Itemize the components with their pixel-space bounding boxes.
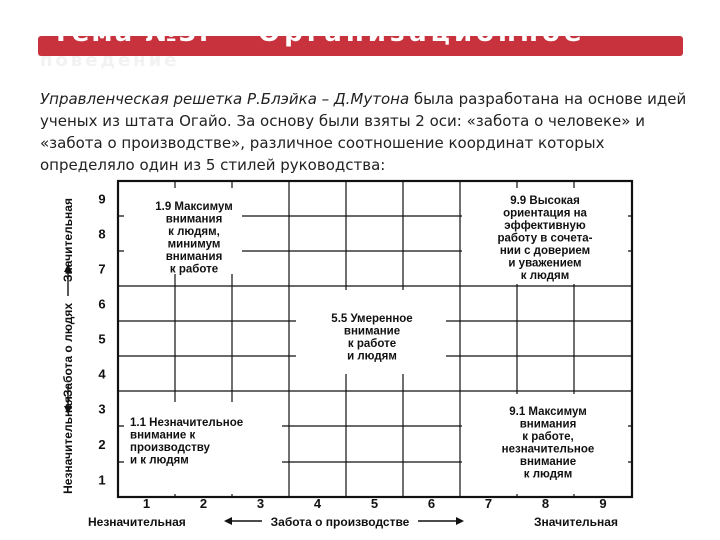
- style-1-9-text-line: 1.9 Максимум: [155, 201, 233, 213]
- y-tick-label: 2: [98, 437, 106, 452]
- x-axis-high-label: Значительная: [534, 515, 618, 529]
- x-tick-label: 4: [313, 496, 322, 511]
- style-5-5-text-line: и людям: [347, 350, 397, 363]
- x-tick-label: 8: [541, 496, 550, 511]
- y-tick-label: 5: [98, 331, 106, 347]
- x-tick-label: 5: [370, 496, 379, 511]
- style-9-1-text-line: незначительное: [501, 443, 595, 456]
- x-axis-right-arrowhead: [456, 517, 464, 525]
- x-tick-label: 7: [484, 496, 493, 511]
- y-axis-name: Забота о людях: [61, 302, 75, 398]
- y-tick-label: 7: [98, 261, 106, 277]
- style-9-1-text-line: к работе,: [522, 431, 574, 443]
- style-9-1-text-line: внимания: [519, 418, 577, 431]
- y-tick-label: 6: [98, 296, 106, 312]
- style-1-9-text-line: внимания: [165, 251, 223, 263]
- style-1-9-text-line: внимания: [165, 213, 223, 226]
- x-tick-label: 2: [199, 496, 208, 511]
- intro-text: была разработана на основе идей ученых из штата Огайо. За основу были взяты 2 оси: «забота о человеке» и «забота о производстве», различное соотношение координат которых определяло один из 5 стилей руководства:: [40, 90, 687, 174]
- style-1-1-text-line: внимание к: [130, 429, 196, 442]
- style-9-9-text-line: работу в сочета-: [497, 232, 593, 245]
- style-9-9-text-line: 9.9 Высокая: [510, 195, 580, 207]
- y-tick-label: 9: [98, 191, 106, 207]
- style-5-5-text-line: 5.5 Умеренное: [331, 313, 413, 325]
- intro-emphasis: Управленческая решетка Р.Блэйка – Д.Мутона: [40, 90, 410, 108]
- x-axis-left-arrowhead: [224, 517, 232, 525]
- x-axis-low-label: Незначительная: [88, 515, 186, 529]
- style-9-9-text-line: и уважением: [508, 257, 582, 270]
- x-tick-label: 6: [427, 496, 436, 511]
- style-1-9-text-line: к работе: [169, 263, 219, 276]
- y-axis-low-label: Незначительная: [61, 396, 75, 494]
- style-9-9-text-line: нии с доверием: [499, 245, 591, 257]
- y-tick-label: 8: [98, 226, 106, 242]
- title-topic: Тема №3.: [52, 18, 211, 48]
- style-9-1-text-line: 9.1 Максимум: [509, 406, 587, 418]
- title-subject-continued: поведение: [40, 50, 180, 71]
- style-9-1-text-line: внимание: [519, 456, 577, 468]
- style-5-5-text-line: внимание: [343, 325, 401, 338]
- y-axis-high-label: Значительная: [61, 198, 75, 282]
- style-1-1-text-line: 1.1 Незначительное: [130, 417, 244, 429]
- y-tick-label: 4: [98, 366, 106, 382]
- x-tick-label: 3: [256, 496, 265, 511]
- style-5-5-text-line: к работе: [347, 338, 397, 350]
- x-tick-label: 9: [599, 496, 607, 511]
- style-1-9-text-line: минимум: [167, 238, 221, 251]
- title-subject: Организационное: [258, 18, 586, 48]
- style-9-1-text-line: к людям: [523, 468, 573, 481]
- style-1-1-text-line: и к людям: [130, 454, 189, 467]
- style-1-9-text-line: к людям,: [168, 226, 220, 238]
- y-tick-label: 1: [98, 472, 106, 488]
- style-9-9-text-line: ориентация на: [503, 207, 587, 220]
- style-1-1-text-line: производству: [130, 442, 210, 454]
- style-9-9-text-line: эффективную: [504, 220, 586, 232]
- x-axis-name: Забота о производстве: [270, 515, 410, 529]
- y-tick-label: 3: [98, 401, 106, 417]
- x-tick-label: 1: [142, 496, 151, 511]
- style-9-9-text-line: к людям: [520, 270, 570, 282]
